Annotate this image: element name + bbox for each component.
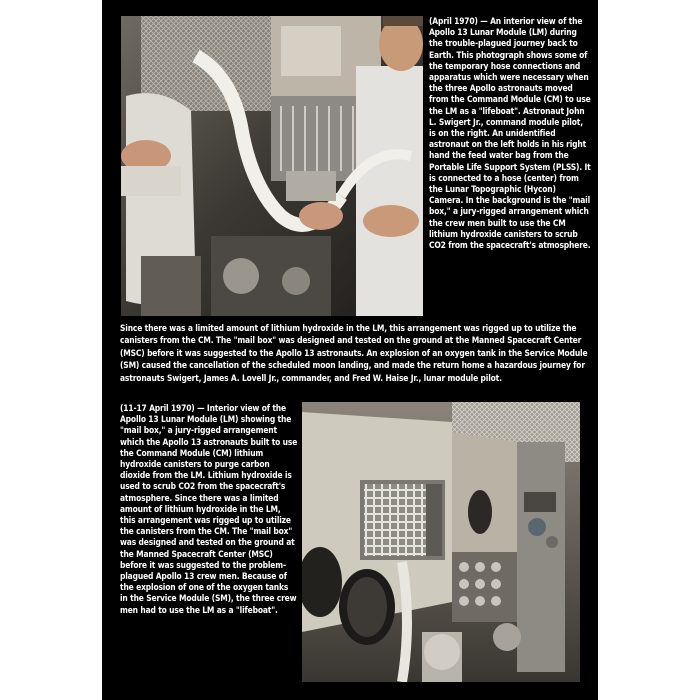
caption-top-right: (April 1970) — An interior view of the Apollo 13 Lunar Module (LM) during the trouble-plagued journey back to Earth. This photograph shows some of the temporary hose connections and apparatus which were necessary when the three Apollo astronauts moved from the Command Module (CM) to use the LM as a "lifeboat". Astronaut John L. Swigert Jr., command module pilot, is on the right. An unidentified astronaut on the left holds in his right hand the feed water bag from the Portable Life Support System (PLSS). It is connected to a hose (center) from the Lunar Topographic (Hycon) Camera. In the background is the "mail box," a jury-rigged arrangement which the crew men built to use the CM lithium hydroxide canisters to scrub CO2 from the spacecraft's atmosphere. [429, 16, 591, 251]
caption-middle: Since there was a limited amount of lithium hydroxide in the LM, this arrangement was rigged up to utilize the canisters from the CM. The "mail box" was designed and tested on the ground at the Manned Spacecraft Center (MSC) before it was suggested to the Apollo 13 astronauts. An explosion of an oxygen tank in the Service Module (SM) caused the cancellation of the scheduled moon landing, and made the return home a hazardous journey for astronauts Swigert, James A. Lovell Jr., commander, and Fred W. Haise Jr., lunar module pilot. [120, 323, 588, 383]
photo-astronauts-lm-image [121, 16, 423, 316]
photo-mail-box-image [302, 402, 580, 682]
caption-bottom-left: (11-17 April 1970) — Interior view of the Apollo 13 Lunar Module (LM) showing the "mail box," a jury-rigged arrangement which the Apollo 13 astronauts built to use the Command Module (CM) lithium hydroxide canisters to purge carbon dioxide from the LM. Lithium hydroxide is used to scrub CO2 from the spacecraft's atmosphere. Since there was a limited amount of lithium hydroxide in the LM, this arrangement was rigged up to utilize the canisters from the CM. The "mail box" was designed and tested on the ground at the Manned Spacecraft Center (MSC) before it was suggested to the problem-plagued Apollo 13 crew men. Because of the explosion of one of the oxygen tanks in the Service Module (SM), the three crew men had to use the LM as a "lifeboat". [120, 403, 298, 615]
photo-astronauts-lm [121, 16, 423, 316]
photo-mail-box [302, 402, 580, 682]
